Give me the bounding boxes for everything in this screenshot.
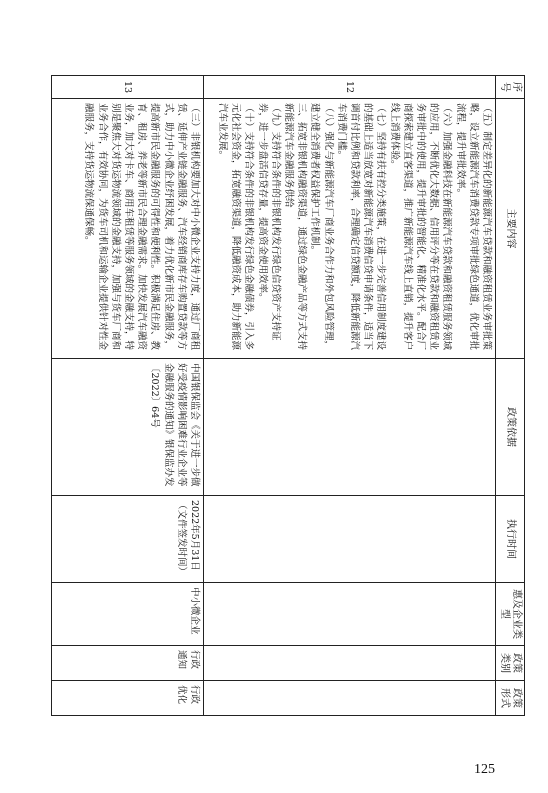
header-enterprise: 惠及企业类型 [496,583,525,646]
row-content [52,99,204,359]
table-row [52,76,204,716]
row-content [204,99,496,359]
header-time: 执行时间 [496,496,525,583]
row-seq: 12 [204,76,496,99]
content-paragraph: （十）支持符合条件的非银机构发行绿色金融债券，引入多元化社会资金，拓宽融资渠道，降低融资成本，助力新能源汽车业发展。 [216,103,255,351]
row-enterprise: 中小微企业 [52,583,204,646]
table-header-row [496,76,525,716]
row-time: 2022年5月31日（文件签发时间） [52,496,204,583]
content-paragraph: （九）支持符合条件的非银机构发行绿色信贷资产支持证券，进一步盘活信贷存量，提高资金使用效率。 [256,103,281,341]
row-form: 行政优化 [52,681,204,716]
content-paragraph: （七）坚持有扶有控分类施策，在进一步完善信用制度建设的基础上适当放宽对新能源汽车消费信贷申请条件，适当下调首付比例和贷款利率，合理确定信贷额度，降低新能源汽车消费门槛。 [335,103,387,351]
header-basis: 政策依据 [496,359,525,496]
content-paragraph: （三）非银机构要加大对中小微企业支持力度，通过厂商租赁、延伸产业链金融服务、汽车经销商库存车购置贷款等方式，助力中小微企业纾困发展，着力优化新市民金融服务，提高新市民金融服务的可得性和便利性。积极满足住房、教育、租房、养老等新市民合理金融需求。加快发展汽车融资业务，加大对卡车、商用车租赁等服务领域的金融支持，特别是聚焦大对货运物流领域的金融支持，加强与货车厂商和业务合作，有效协同，为货车司机和运输企业提供针对性金融服务，支持货运物流保通保畅。 [83,103,200,351]
row-category [204,646,496,681]
header-seq: 序号 [496,76,525,99]
header-category: 政策类别 [496,646,525,681]
row-basis: 中国银保监会《关于进一步做好受疫情影响困难行业企业等金融服务的通知》银保监办发〔2022〕64号 [52,359,204,496]
header-form: 政策形式 [496,681,525,716]
rotated-page [51,75,525,715]
policy-table [51,75,525,716]
row-time [204,496,496,583]
row-form [204,681,496,716]
row-basis [204,359,496,496]
content-paragraph: （五）制定差异化的新能源汽车贷款和融资租赁业务审批策略，设立新能源汽车消费贷款专项审批绿色通道，优化审批流程，提升审批效率。 [454,103,492,351]
table-row [204,76,496,716]
row-seq: 13 [52,76,204,99]
content-paragraph: 三、拓宽非银机构融资渠道，通过绿色金融产品等方式支持新能源汽车金融服务供给 [282,103,308,351]
row-category: 行政通知 [52,646,204,681]
page-number: 125 [474,762,495,777]
header-content: 主要内容 [496,99,525,359]
content-paragraph: （六）加强金融科技在新能源汽车贷款和融资租赁服务领域的应用，不断优化大数据、信用评分等在贷款和融资租赁业务审批中的使用，提升审批的智能化、精准化水平。配合厂商探索建立直客渠道，推广新能源汽车线上直销，提升客户线上消费体验。 [388,103,453,351]
row-enterprise [204,583,496,646]
content-paragraph: （八）强化与新能源汽车厂商业务合作力和外包风险管理，建立健全消费者权益保护工作机制。 [309,103,334,351]
